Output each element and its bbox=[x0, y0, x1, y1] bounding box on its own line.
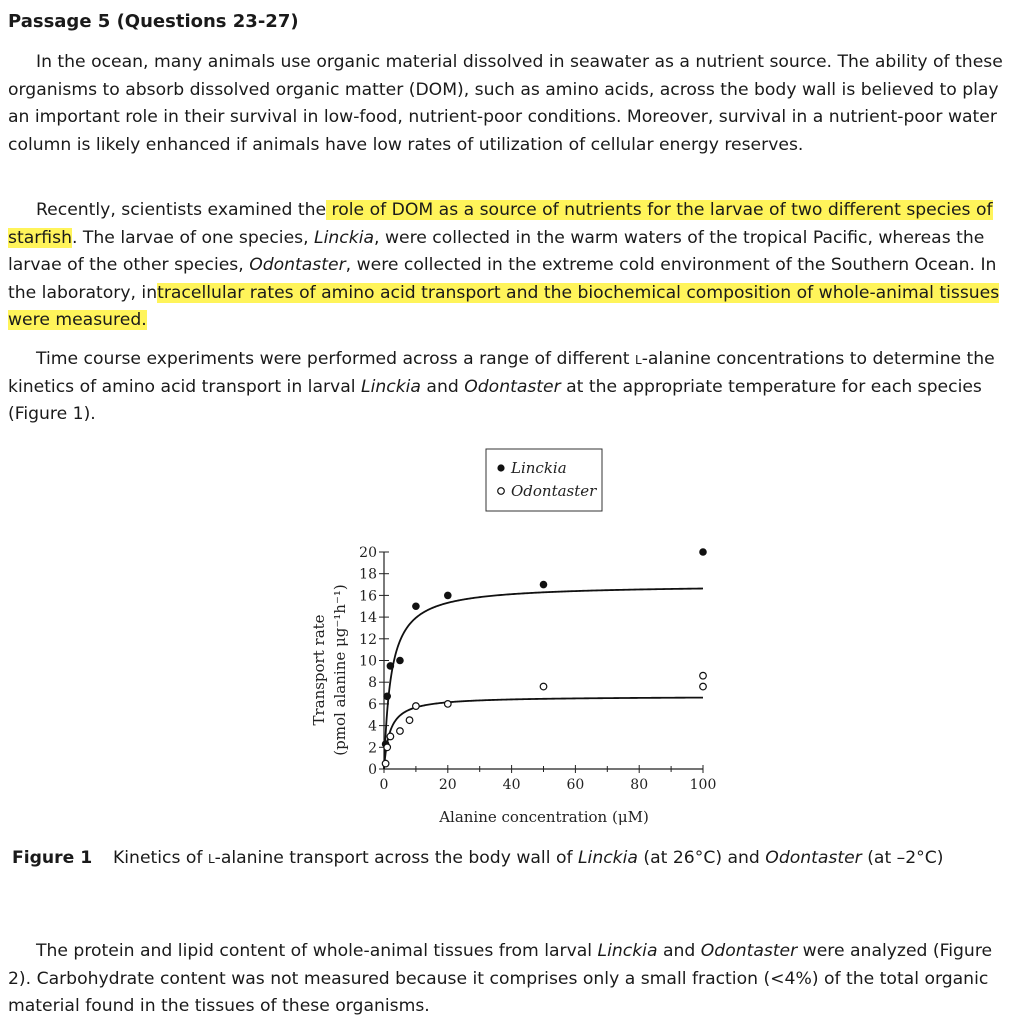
paragraph-2: Recently, scientists examined the role of DOM as a source of nutrients for the larvae of two different species of starfish. The larvae of one species, Linckia, were collected in the warm waters of the tropical Pacific, whereas the larvae of the other species, Odontaster, were collected in the extreme cold environment of the Southern Ocean. In the laboratory, intracellular rates of amino acid transport and the biochemical composition of whole-animal tissues were measured. bbox=[8, 200, 1000, 331]
data-point-linckia bbox=[699, 548, 707, 556]
x-tick-label: 100 bbox=[689, 777, 717, 793]
data-point-odontaster bbox=[445, 701, 452, 708]
y-tick-label: 6 bbox=[368, 696, 377, 713]
data-point-linckia bbox=[383, 693, 391, 701]
x-axis-label: Alanine concentration (μM) bbox=[439, 808, 649, 826]
y-tick-label: 2 bbox=[368, 740, 377, 757]
y-tick-label: 12 bbox=[359, 631, 377, 648]
data-point-linckia bbox=[396, 657, 404, 665]
data-point-linckia bbox=[412, 602, 420, 610]
legend-label-odontaster: Odontaster bbox=[511, 482, 597, 500]
x-tick-label: 20 bbox=[438, 777, 457, 793]
x-tick-label: 80 bbox=[630, 777, 649, 793]
paragraph-1: In the ocean, many animals use organic material dissolved in seawater as a nutrient source. The ability of these organisms to absorb dissolved organic matter (DOM), such as amino acids, across the body wall is believed to play an important role in their survival in low-food, nutrient-poor conditions. Moreover, survival in a nutrient-poor water column is likely enhanced if animals have low rates of utilization of cellular energy reserves. bbox=[8, 52, 1003, 155]
x-tick-label: 0 bbox=[379, 777, 389, 793]
data-point-odontaster bbox=[382, 760, 389, 767]
y-tick-label: 14 bbox=[359, 610, 377, 627]
figure-caption-text: Kinetics of l-alanine transport across the body wall of Linckia (at 26°C) and Odontaster (at –2°C) bbox=[113, 848, 944, 868]
data-point-linckia bbox=[540, 581, 548, 589]
legend-marker-odontaster bbox=[498, 488, 505, 495]
data-point-odontaster bbox=[700, 672, 707, 679]
paragraph-3: Time course experiments were performed across a range of different l-alanine concentrations to determine the kinetics of amino acid transport in larval Linckia and Odontaster at the appropriate temperature for each species (Figure 1). bbox=[8, 349, 995, 425]
data-point-odontaster bbox=[540, 683, 547, 690]
y-tick-label: 4 bbox=[368, 718, 377, 735]
highlight-2: tracellular rates of amino acid transport and the biochemical composition of whole-animal tissues were measured. bbox=[8, 282, 1000, 331]
y-tick-label: 20 bbox=[359, 545, 377, 561]
data-point-odontaster bbox=[406, 717, 413, 724]
highlight-1: role of DOM as a source of nutrients for the larvae of two different species of starfish bbox=[8, 200, 993, 248]
y-tick-label: 18 bbox=[359, 566, 377, 583]
legend-marker-linckia bbox=[497, 464, 504, 471]
fit-curve-odontaster bbox=[384, 698, 703, 769]
chart-legend bbox=[486, 449, 602, 511]
y-axis-label-line1: Transport rate bbox=[310, 614, 328, 726]
data-point-odontaster bbox=[397, 728, 404, 735]
data-point-odontaster bbox=[413, 703, 420, 710]
data-point-odontaster bbox=[700, 683, 707, 690]
legend-label-linckia: Linckia bbox=[511, 459, 567, 477]
x-tick-label: 40 bbox=[502, 777, 521, 793]
passage-title: Passage 5 (Questions 23-27) bbox=[8, 11, 299, 32]
x-tick-label: 60 bbox=[566, 777, 585, 793]
data-point-odontaster bbox=[384, 744, 391, 751]
y-tick-label: 16 bbox=[359, 588, 377, 605]
figure-label: Figure 1 bbox=[12, 848, 93, 868]
data-point-linckia bbox=[387, 662, 395, 670]
fit-curve-linckia bbox=[384, 589, 703, 769]
figure-1-chart bbox=[300, 440, 740, 844]
data-point-odontaster bbox=[387, 733, 394, 740]
y-tick-label: 10 bbox=[359, 653, 377, 670]
y-tick-label: 8 bbox=[368, 675, 377, 692]
data-point-linckia bbox=[444, 592, 452, 600]
y-axis-label-line2: (pmol alanine μg⁻¹h⁻¹) bbox=[331, 584, 349, 756]
paragraph-4: The protein and lipid content of whole-animal tissues from larval Linckia and Odontaster were analyzed (Figure 2). Carbohydrate content was not measured because it comprises only a small fraction (<4%) of the total organic material found in the tissues of these organisms. bbox=[8, 941, 993, 1017]
y-tick-label: 0 bbox=[368, 762, 377, 778]
